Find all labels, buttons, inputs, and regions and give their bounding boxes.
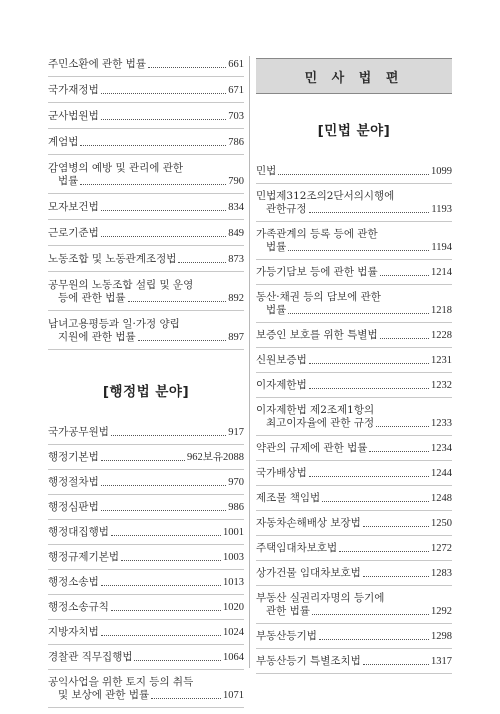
entry-rule bbox=[256, 322, 452, 323]
entry-title-line: 이자제한법 bbox=[256, 379, 307, 391]
left-entries-bottom bbox=[48, 426, 244, 708]
toc-entry bbox=[48, 651, 244, 670]
toc-entry bbox=[48, 136, 244, 155]
entry-title-line: 행정소송규칙 bbox=[48, 601, 109, 613]
toc-entry bbox=[256, 404, 452, 436]
page-number: 1020 bbox=[223, 602, 244, 613]
page-number: 1003 bbox=[223, 552, 244, 563]
entry-title-line: 민법제312조의2단서의시행에 bbox=[256, 190, 395, 202]
entry-title-line: 공무원의 노동조합 설립 및 운영 bbox=[48, 279, 194, 291]
page-number: 1231 bbox=[431, 355, 452, 366]
page-number: 1194 bbox=[431, 242, 452, 253]
entry-rule bbox=[48, 494, 244, 495]
page-number: 1234 bbox=[431, 443, 452, 454]
entry-rule bbox=[48, 271, 244, 272]
entry-rule bbox=[48, 310, 244, 311]
dot-leader bbox=[101, 236, 227, 237]
toc-entry bbox=[256, 567, 452, 586]
entry-title-line: 남녀고용평등과 일·가정 양립 bbox=[48, 318, 180, 330]
entry-title-line: 제조물 책임법 bbox=[256, 492, 321, 504]
dot-leader bbox=[101, 485, 227, 486]
toc-entry bbox=[48, 501, 244, 520]
entry-title-line: 동산·채권 등의 담보에 관한 bbox=[256, 291, 381, 303]
toc-entry bbox=[48, 676, 244, 708]
page-number: 1272 bbox=[431, 543, 452, 554]
entry-rule bbox=[48, 245, 244, 246]
dot-leader bbox=[309, 212, 430, 213]
page-number: 1250 bbox=[431, 518, 452, 529]
dot-leader bbox=[288, 250, 429, 251]
dot-leader bbox=[101, 93, 227, 94]
dot-leader bbox=[134, 660, 221, 661]
dot-leader bbox=[309, 363, 429, 364]
toc-entry bbox=[48, 451, 244, 470]
left-column bbox=[48, 58, 244, 714]
entry-title-line: 상가건물 임대차보호법 bbox=[256, 567, 361, 579]
entry-rule bbox=[256, 673, 452, 674]
entry-title-line: 최고이자율에 관한 규정 bbox=[266, 417, 375, 429]
toc-entry bbox=[256, 492, 452, 511]
page-number: 1218 bbox=[431, 305, 452, 316]
dot-leader bbox=[101, 119, 227, 120]
entry-rule bbox=[48, 469, 244, 470]
entry-title-line: 부동산등기 특별조치법 bbox=[256, 655, 361, 667]
entry-title-line: 지방자치법 bbox=[48, 626, 99, 638]
dot-leader bbox=[80, 184, 226, 185]
dot-leader bbox=[380, 338, 429, 339]
entry-rule bbox=[48, 444, 244, 445]
page-number: 1013 bbox=[223, 577, 244, 588]
dot-leader bbox=[339, 551, 429, 552]
dot-leader bbox=[178, 262, 226, 263]
page-number: 1248 bbox=[431, 493, 452, 504]
entry-title-line: 행정기본법 bbox=[48, 451, 99, 463]
entry-rule bbox=[48, 76, 244, 77]
entry-rule bbox=[48, 619, 244, 620]
right-entries bbox=[256, 165, 452, 674]
dot-leader bbox=[309, 476, 429, 477]
column-divider bbox=[249, 56, 250, 668]
page-number: 1244 bbox=[431, 468, 452, 479]
entry-title-line: 국가공무원법 bbox=[48, 426, 109, 438]
entry-title-line: 관한 법률 bbox=[266, 605, 310, 617]
left-entries-top bbox=[48, 58, 244, 350]
page-number: 1099 bbox=[431, 166, 452, 177]
entry-title-line: 행정심판법 bbox=[48, 501, 99, 513]
page-number: 917 bbox=[228, 427, 244, 438]
entry-title-line: 보증인 보호를 위한 특별법 bbox=[256, 329, 378, 341]
entry-title-line: 등에 관한 법률 bbox=[58, 292, 126, 304]
dot-leader bbox=[376, 426, 429, 427]
entry-rule bbox=[256, 585, 452, 586]
toc-entry bbox=[48, 253, 244, 272]
dot-leader bbox=[312, 614, 429, 615]
dot-leader bbox=[319, 639, 429, 640]
toc-entry bbox=[48, 426, 244, 445]
entry-title-line: 군사법원법 bbox=[48, 110, 99, 122]
entry-rule bbox=[256, 648, 452, 649]
entry-title-line: 국가배상법 bbox=[256, 467, 307, 479]
toc-entry bbox=[48, 279, 244, 311]
entry-rule bbox=[256, 435, 452, 436]
entry-title-line: 관한규정 bbox=[266, 203, 307, 215]
page-number: 1064 bbox=[223, 652, 244, 663]
dot-leader bbox=[101, 460, 185, 461]
entry-rule bbox=[48, 594, 244, 595]
toc-entry bbox=[48, 58, 244, 77]
entry-rule bbox=[48, 669, 244, 670]
entry-title-line: 경찰관 직무집행법 bbox=[48, 651, 133, 663]
entry-title-line: 신원보증법 bbox=[256, 354, 307, 366]
entry-rule bbox=[256, 284, 452, 285]
dot-leader bbox=[138, 340, 227, 341]
dot-leader bbox=[369, 451, 429, 452]
entry-title-line: 민법 bbox=[256, 165, 277, 177]
entry-title-line: 가족관계의 등록 등에 관한 bbox=[256, 228, 378, 240]
entry-title-line: 행정규제기본법 bbox=[48, 551, 120, 563]
dot-leader bbox=[363, 526, 429, 527]
toc-entry bbox=[256, 266, 452, 285]
entry-rule bbox=[48, 349, 244, 350]
entry-title-line: 주민소환에 관한 법률 bbox=[48, 58, 146, 70]
entry-rule bbox=[256, 485, 452, 486]
page-number: 1298 bbox=[431, 631, 452, 642]
toc-entry bbox=[256, 542, 452, 561]
dot-leader bbox=[363, 576, 429, 577]
entry-title-line: 부동산등기법 bbox=[256, 630, 317, 642]
toc-entry bbox=[48, 476, 244, 495]
toc-entry bbox=[256, 630, 452, 649]
entry-rule bbox=[256, 372, 452, 373]
dot-leader bbox=[80, 145, 226, 146]
page-number: 703 bbox=[228, 111, 244, 122]
dot-leader bbox=[278, 174, 429, 175]
page-number: 1193 bbox=[431, 204, 452, 215]
entry-title-line: 자동차손해배상 보장법 bbox=[256, 517, 361, 529]
entry-rule bbox=[256, 183, 452, 184]
toc-entry bbox=[48, 551, 244, 570]
toc-entry bbox=[256, 655, 452, 674]
toc-entry bbox=[48, 576, 244, 595]
dot-leader bbox=[128, 301, 227, 302]
entry-rule bbox=[256, 259, 452, 260]
right-column bbox=[256, 58, 452, 680]
page-number: 786 bbox=[228, 137, 244, 148]
entry-title-line: 노동조합 및 노동관계조정법 bbox=[48, 253, 177, 265]
entry-rule bbox=[256, 560, 452, 561]
page-number: 1233 bbox=[431, 418, 452, 429]
entry-rule bbox=[48, 544, 244, 545]
entry-title-line: 행정절차법 bbox=[48, 476, 99, 488]
entry-title-line: 법률 bbox=[58, 175, 79, 187]
dot-leader bbox=[111, 535, 221, 536]
dot-leader bbox=[101, 210, 227, 211]
toc-entry bbox=[256, 379, 452, 398]
toc-entry bbox=[256, 228, 452, 260]
entry-title-line: 법률 bbox=[266, 241, 287, 253]
entry-rule bbox=[256, 397, 452, 398]
entry-rule bbox=[48, 707, 244, 708]
entry-rule bbox=[48, 154, 244, 155]
entry-rule bbox=[48, 644, 244, 645]
entry-title-line: 약관의 규제에 관한 법률 bbox=[256, 442, 368, 454]
page-number: 1071 bbox=[223, 690, 244, 701]
entry-title-line: 국가재정법 bbox=[48, 84, 99, 96]
dot-leader bbox=[101, 635, 221, 636]
page-number: 1317 bbox=[431, 656, 452, 667]
toc-entry bbox=[48, 227, 244, 246]
entry-rule bbox=[48, 219, 244, 220]
dot-leader bbox=[322, 501, 429, 502]
dot-leader bbox=[309, 388, 429, 389]
page-number: 892 bbox=[228, 293, 244, 304]
dot-leader bbox=[101, 585, 221, 586]
entry-title-line: 모자보건법 bbox=[48, 201, 99, 213]
dot-leader bbox=[151, 698, 221, 699]
entry-rule bbox=[256, 535, 452, 536]
page-number: 834 bbox=[228, 202, 244, 213]
entry-rule bbox=[256, 460, 452, 461]
toc-entry bbox=[48, 162, 244, 194]
entry-title-line: 감염병의 예방 및 관리에 관한 bbox=[48, 162, 184, 174]
toc-entry bbox=[48, 318, 244, 350]
toc-entry bbox=[256, 517, 452, 536]
entry-title-line: 공익사업을 위한 토지 등의 취득 bbox=[48, 676, 194, 688]
entry-rule bbox=[256, 347, 452, 348]
part-heading-civil-law: 민 사 법 편 bbox=[256, 58, 452, 94]
page-number: 790 bbox=[228, 176, 244, 187]
dot-leader bbox=[288, 313, 429, 314]
entry-rule bbox=[48, 519, 244, 520]
toc-entry bbox=[256, 592, 452, 624]
entry-title-line: 및 보상에 관한 법률 bbox=[58, 689, 150, 701]
entry-title-line: 부동산 실권리자명의 등기에 bbox=[256, 592, 385, 604]
toc-entry bbox=[48, 84, 244, 103]
entry-title-line: 주택임대차보호법 bbox=[256, 542, 338, 554]
entry-title-line: 근로기준법 bbox=[48, 227, 99, 239]
toc-entry bbox=[48, 110, 244, 129]
dot-leader bbox=[111, 610, 221, 611]
page-number: 849 bbox=[228, 228, 244, 239]
dot-leader bbox=[101, 510, 227, 511]
page-number: 897 bbox=[228, 332, 244, 343]
toc-entry bbox=[48, 201, 244, 220]
page-number: 1292 bbox=[431, 606, 452, 617]
dot-leader bbox=[380, 275, 429, 276]
toc-entry bbox=[256, 291, 452, 323]
page-number: 1232 bbox=[431, 380, 452, 391]
toc-entry bbox=[48, 626, 244, 645]
entry-rule bbox=[256, 221, 452, 222]
entry-title-line: 행정소송법 bbox=[48, 576, 99, 588]
entry-rule bbox=[48, 193, 244, 194]
dot-leader bbox=[363, 664, 429, 665]
dot-leader bbox=[111, 435, 226, 436]
toc-entry bbox=[48, 526, 244, 545]
page-number: 986 bbox=[228, 502, 244, 513]
toc-entry bbox=[256, 442, 452, 461]
toc-entry bbox=[256, 165, 452, 184]
entry-rule bbox=[48, 102, 244, 103]
entry-rule bbox=[48, 128, 244, 129]
entry-title-line: 가등기담보 등에 관한 법률 bbox=[256, 266, 378, 278]
entry-title-line: 법률 bbox=[266, 304, 287, 316]
entry-title-line: 이자제한법 제2조제1항의 bbox=[256, 404, 375, 416]
page-number: 1001 bbox=[223, 527, 244, 538]
dot-leader bbox=[148, 67, 226, 68]
dot-leader bbox=[121, 560, 221, 561]
page-number: 962보유2088 bbox=[186, 452, 244, 463]
toc-entry bbox=[256, 354, 452, 373]
toc-entry bbox=[48, 601, 244, 620]
section-title-civil-law: [민법 분야] bbox=[317, 123, 391, 139]
page-number: 970 bbox=[228, 477, 244, 488]
toc-entry bbox=[256, 329, 452, 348]
page-number: 1228 bbox=[431, 330, 452, 341]
toc-entry bbox=[256, 190, 452, 222]
page-number: 873 bbox=[228, 254, 244, 265]
page-number: 1214 bbox=[431, 267, 452, 278]
toc-entry bbox=[256, 467, 452, 486]
page-number: 671 bbox=[228, 85, 244, 96]
entry-title-line: 행정대집행법 bbox=[48, 526, 109, 538]
entry-rule bbox=[256, 510, 452, 511]
entry-title-line: 계엄법 bbox=[48, 136, 79, 148]
entry-title-line: 지원에 관한 법률 bbox=[58, 331, 136, 343]
section-title-administrative-law: [행정법 분야] bbox=[102, 384, 190, 400]
entry-rule bbox=[256, 623, 452, 624]
page-number: 1283 bbox=[431, 568, 452, 579]
page-number: 661 bbox=[228, 59, 244, 70]
entry-rule bbox=[48, 569, 244, 570]
page-number: 1024 bbox=[223, 627, 244, 638]
